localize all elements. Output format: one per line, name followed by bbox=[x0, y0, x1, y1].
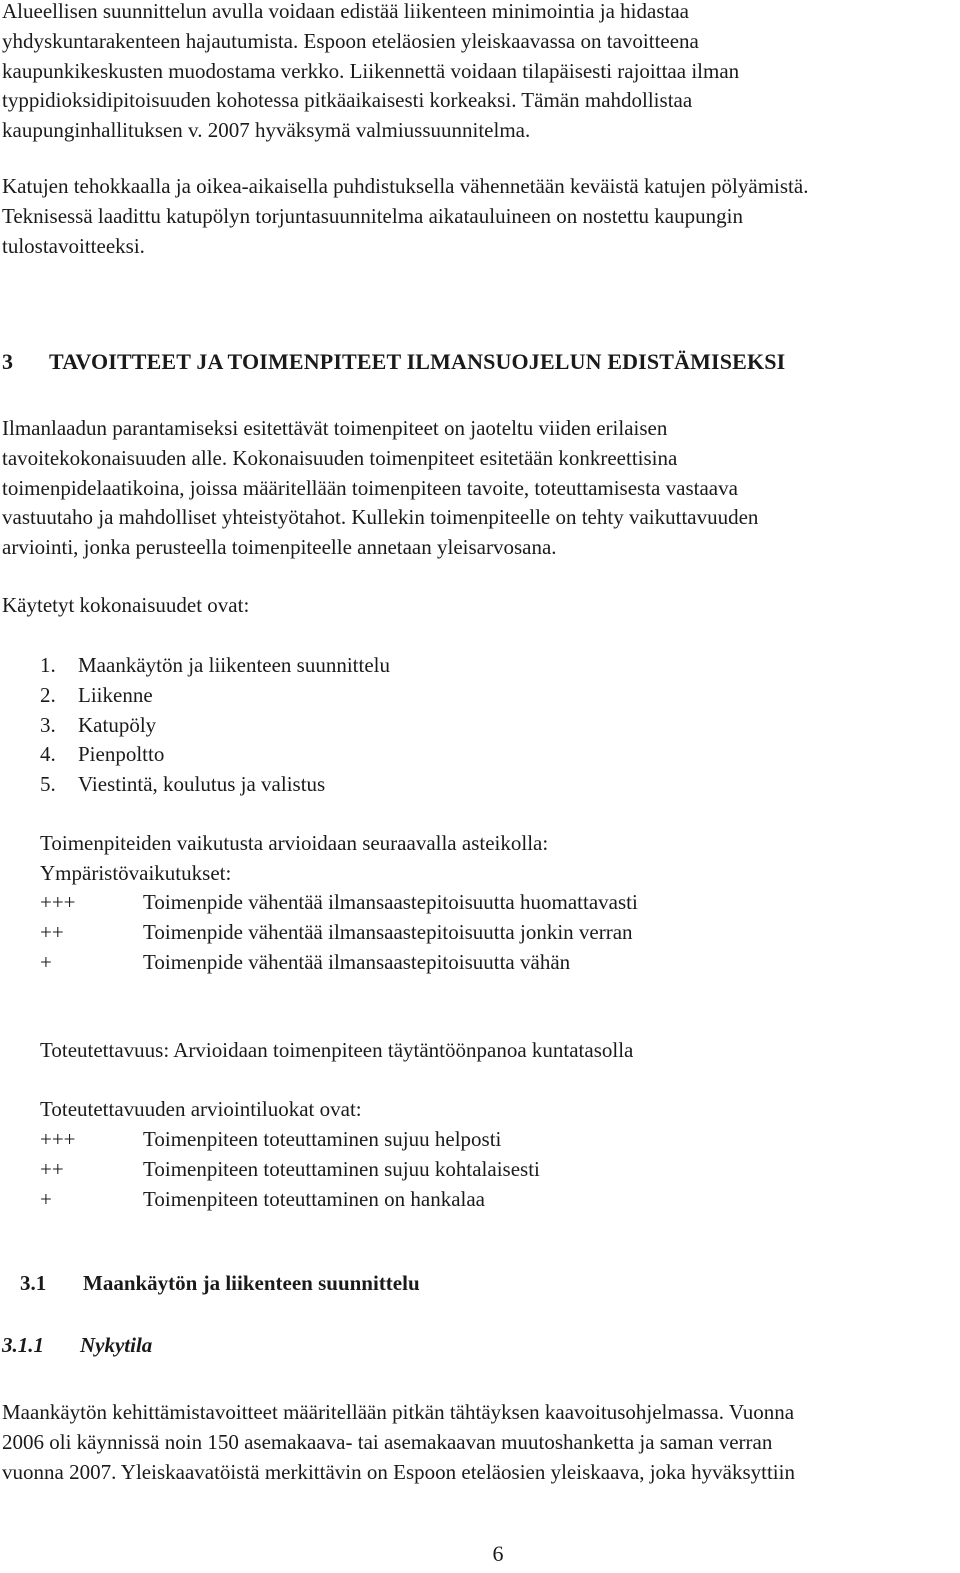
scale-symbol: + bbox=[40, 949, 52, 974]
list-number: 1. bbox=[40, 653, 56, 677]
list-text: Liikenne bbox=[78, 682, 153, 707]
section-number: 3.1.1 bbox=[2, 1333, 44, 1357]
impact-intro bbox=[40, 829, 548, 889]
section-title: Maankäytön ja liikenteen suunnittelu bbox=[83, 1271, 420, 1295]
list-number: 2. bbox=[40, 682, 56, 707]
section-number: 3 bbox=[2, 349, 14, 374]
feasibility-scale bbox=[40, 1125, 540, 1214]
text-line: tavoitekokonaisuuden alle. Kokonaisuuden toimenpiteet esitetään konkreettisina bbox=[2, 445, 678, 470]
paragraph-regional-planning bbox=[2, 0, 952, 146]
section-number: 3.1 bbox=[20, 1271, 47, 1295]
scale-text: Toimenpiteen toteuttaminen sujuu helposti bbox=[143, 1127, 502, 1151]
scale-row bbox=[40, 1125, 540, 1155]
scale-symbol: + bbox=[40, 1186, 52, 1211]
section-heading-3-1-1 bbox=[2, 1333, 152, 1358]
paragraph-street-dust bbox=[2, 172, 952, 261]
feasibility-definition: Toteutettavuus: Arvioidaan toimenpiteen täytäntöönpanoa kuntatasolla bbox=[40, 1038, 634, 1062]
scale-symbol: ++ bbox=[40, 919, 64, 944]
text-line: yhdyskuntarakenteen hajautumista. Espoon eteläosien yleiskaavassa on tavoitteena bbox=[2, 28, 699, 53]
scale-symbol: +++ bbox=[40, 1127, 76, 1151]
scale-row bbox=[40, 1155, 540, 1185]
scale-text: Toimenpide vähentää ilmansaastepitoisuutta jonkin verran bbox=[143, 919, 633, 944]
scale-symbol: +++ bbox=[40, 890, 76, 914]
text-line: Katujen tehokkaalla ja oikea-aikaisella puhdistuksella vähennetään keväistä katujen pölyämistä. bbox=[2, 174, 809, 198]
list-text: Viestintä, koulutus ja valistus bbox=[78, 772, 326, 797]
scale-symbol: ++ bbox=[40, 1156, 64, 1181]
list-number: 5. bbox=[40, 772, 56, 797]
list-text: Maankäytön ja liikenteen suunnittelu bbox=[78, 653, 391, 677]
list-number: 4. bbox=[40, 742, 56, 767]
text-line: typpidioksidipitoisuuden kohotessa pitkäaikaisesti korkeaksi. Tämän mahdollistaa bbox=[2, 88, 693, 113]
text-line: kaupunkikeskusten muodostama verkko. Liikennettä voidaan tilapäisesti rajoittaa ilman bbox=[2, 58, 740, 83]
text-line: kaupunginhallituksen v. 2007 hyväksymä valmiussuunnitelma. bbox=[2, 118, 531, 143]
scale-row bbox=[40, 888, 638, 918]
text-line: toimenpidelaatikoina, joissa määritellään toimenpiteen tavoite, toteuttamisesta vastaava bbox=[2, 475, 738, 500]
text-line: vuonna 2007. Yleiskaavatöistä merkittävin on Espoon eteläosien yleiskaava, joka hyväksyttiin bbox=[2, 1459, 795, 1484]
text-line: Ympäristövaikutukset: bbox=[40, 860, 232, 885]
entities-list bbox=[40, 651, 390, 800]
section-heading-3-1 bbox=[20, 1271, 420, 1296]
text-line: Maankäytön kehittämistavoitteet määritellään pitkän tähtäyksen kaavoitusohjelmassa. Vuonna bbox=[2, 1400, 795, 1424]
list-item bbox=[40, 651, 390, 681]
page-number: 6 bbox=[492, 1541, 504, 1566]
paragraph-measures-intro bbox=[2, 414, 952, 563]
text-line: vastuutaho ja mahdolliset yhteistyötahot. Kullekin toimenpiteelle on tehty vaikuttavuuden bbox=[2, 505, 759, 530]
list-item bbox=[40, 711, 390, 741]
section-title: Nykytila bbox=[80, 1333, 153, 1357]
text-line: Toimenpiteiden vaikutusta arvioidaan seuraavalla asteikolla: bbox=[40, 831, 549, 855]
scale-text: Toimenpide vähentää ilmansaastepitoisuutta vähän bbox=[143, 949, 571, 974]
section-heading-3 bbox=[2, 349, 785, 375]
text-line: Ilmanlaadun parantamiseksi esitettävät toimenpiteet on jaoteltu viiden erilaisen bbox=[2, 416, 668, 440]
scale-text: Toimenpiteen toteuttaminen on hankalaa bbox=[143, 1186, 485, 1211]
section-title: TAVOITTEET JA TOIMENPITEET ILMANSUOJELUN EDISTÄMISEKSI bbox=[49, 349, 786, 374]
used-entities-label: Käytetyt kokonaisuudet ovat: bbox=[2, 593, 250, 617]
list-text: Pienpoltto bbox=[78, 742, 165, 767]
paragraph-current-state bbox=[2, 1398, 952, 1487]
impact-scale bbox=[40, 888, 638, 977]
list-item bbox=[40, 770, 390, 800]
scale-row bbox=[40, 948, 638, 978]
text-line: arviointi, jonka perusteella toimenpiteelle annetaan yleisarvosana. bbox=[2, 535, 557, 560]
list-text: Katupöly bbox=[78, 712, 157, 737]
text-line: 2006 oli käynnissä noin 150 asemakaava- tai asemakaavan muutoshanketta ja saman verran bbox=[2, 1429, 773, 1454]
scale-text: Toimenpiteen toteuttaminen sujuu kohtalaisesti bbox=[143, 1156, 540, 1181]
feasibility-label: Toteutettavuuden arviointiluokat ovat: bbox=[40, 1097, 362, 1121]
scale-row bbox=[40, 1185, 540, 1215]
text-line: Teknisessä laadittu katupölyn torjuntasuunnitelma aikatauluineen on nostettu kaupungin bbox=[2, 203, 743, 228]
list-item bbox=[40, 681, 390, 711]
list-number: 3. bbox=[40, 712, 56, 737]
text-line: Alueellisen suunnittelun avulla voidaan edistää liikenteen minimointia ja hidastaa bbox=[2, 0, 689, 23]
scale-row bbox=[40, 918, 638, 948]
text-line: tulostavoitteeksi. bbox=[2, 233, 145, 258]
scale-text: Toimenpide vähentää ilmansaastepitoisuutta huomattavasti bbox=[143, 890, 638, 914]
list-item bbox=[40, 740, 390, 770]
